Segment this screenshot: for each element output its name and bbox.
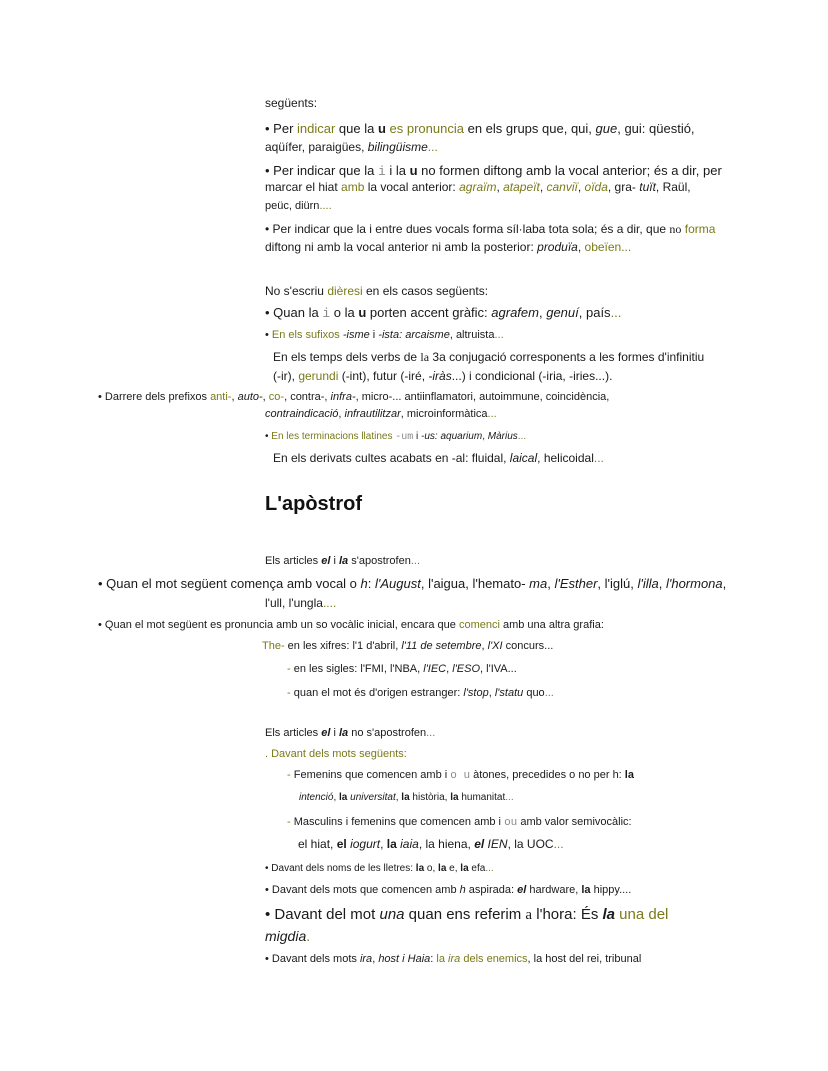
text-run: diftong ni amb la vocal anterior ni amb la posterior: xyxy=(265,240,538,254)
text-line xyxy=(298,838,564,852)
text-run: produïa xyxy=(537,240,578,254)
text-run: en les xifres: l'1 d'abril, xyxy=(284,640,402,652)
text-run: o la xyxy=(330,305,359,320)
text-run: història, xyxy=(409,792,451,803)
text-run: Els articles xyxy=(265,727,322,739)
bullet-item xyxy=(265,863,494,875)
text-run: , xyxy=(577,180,585,194)
text-run: no formen diftong amb la vocal anterior; és a dir, per xyxy=(417,163,722,178)
text-run: amb valor semivocàlic: xyxy=(517,816,632,828)
text-run: , gra- xyxy=(607,180,640,194)
text-run: , xyxy=(446,663,453,675)
text-run: : xyxy=(367,576,375,591)
bullet-item xyxy=(98,391,609,404)
text-run: genuí xyxy=(546,305,579,320)
text-run: ...) i condicional (-iria, -iries...). xyxy=(451,369,613,383)
sub-item xyxy=(287,769,634,783)
text-run: , xyxy=(395,792,402,803)
text-run: i xyxy=(377,164,386,179)
text-run: l'stop xyxy=(463,687,489,699)
text-run: i xyxy=(330,727,339,739)
text-run: - xyxy=(287,687,294,699)
text-run: - xyxy=(287,769,294,781)
text-run: , helicoidal xyxy=(537,451,594,465)
text-run: anti- xyxy=(210,391,232,403)
text-run: , xyxy=(231,391,238,403)
text-run: , xyxy=(333,792,340,803)
text-line xyxy=(265,748,407,761)
bullet-item xyxy=(265,329,504,342)
text-run: u xyxy=(409,163,418,178)
text-run: ... xyxy=(505,792,514,803)
text-run: l'Esther xyxy=(554,576,598,591)
text-run: ... xyxy=(544,687,554,699)
text-run: no s'apostrofen xyxy=(348,727,427,739)
text-run: u xyxy=(377,121,386,136)
text-run: , xyxy=(577,240,585,254)
text-run: auto- xyxy=(237,391,263,403)
text-run: • xyxy=(265,329,272,341)
text-run: Els articles xyxy=(265,555,322,567)
text-run: , microinformàtica xyxy=(400,408,488,420)
bullet-item xyxy=(265,223,715,237)
text-run: • Davant dels noms de les lletres: xyxy=(265,863,416,874)
text-run: agrafem xyxy=(491,305,539,320)
text-run: , xyxy=(338,408,345,420)
sub-item xyxy=(287,816,632,830)
text-line xyxy=(265,200,332,213)
text-run: atapeït xyxy=(503,180,540,194)
text-run: • Per indicar que la i entre dues vocals forma síl·laba tota sola; és a dir, que xyxy=(265,222,670,236)
text-run: l'statu xyxy=(494,687,524,699)
text-run: , l'aigua, l'hemato- xyxy=(420,576,530,591)
text-run: • Davant dels mots que comencen amb xyxy=(265,884,460,896)
text-run: En els temps dels verbs de xyxy=(273,350,421,364)
sub-item xyxy=(287,663,517,676)
text-run: s'apostrofen xyxy=(348,555,411,567)
text-run: -ista: xyxy=(378,329,403,341)
text-run: No s'escriu xyxy=(265,284,328,298)
text-run: ma xyxy=(529,576,548,591)
text-run: marcar el hiat xyxy=(265,180,342,194)
text-run: .... xyxy=(322,596,337,610)
text-run: , xyxy=(538,305,547,320)
text-run: migdia xyxy=(265,928,307,944)
text-run: Masculins i femenins que comencen amb i xyxy=(293,816,505,828)
text-run: , altruista xyxy=(449,329,495,341)
text-run: ... xyxy=(610,305,622,320)
text-run: amb una altra grafia: xyxy=(499,619,604,631)
bullet-item xyxy=(265,431,526,444)
text-run: • Per indicar que la xyxy=(265,163,378,178)
text-line xyxy=(273,351,704,365)
text-run: , xyxy=(481,640,488,652)
text-run: . xyxy=(306,928,311,944)
text-run: a xyxy=(525,907,533,923)
text-run: canviï xyxy=(546,180,578,194)
text-run: -iràs xyxy=(428,369,452,383)
text-line xyxy=(262,640,553,653)
text-run: i xyxy=(369,329,379,341)
text-run: quan ens referim xyxy=(404,906,526,923)
text-run: The- xyxy=(262,640,285,652)
text-line xyxy=(299,792,514,804)
text-run: el hiat, xyxy=(298,837,337,851)
text-line xyxy=(273,452,604,466)
text-run: concurs... xyxy=(502,640,554,652)
text-run: , Raül, xyxy=(655,180,691,194)
text-run: la xyxy=(339,555,349,567)
text-run: el xyxy=(336,837,347,851)
text-run: aqüífer, paraigües, xyxy=(265,140,368,154)
text-run: - xyxy=(287,663,294,675)
text-run: , xyxy=(380,837,387,851)
text-run: h xyxy=(360,576,368,591)
text-run: ira xyxy=(448,953,461,965)
text-run: -um xyxy=(395,432,414,443)
text-run: , xyxy=(539,180,547,194)
text-run: , micro-... antiinflamatori, autoimmune, coincidència, xyxy=(355,391,610,403)
text-run: , xyxy=(496,180,504,194)
text-run: hippy.... xyxy=(590,884,632,896)
text-run: que la xyxy=(335,121,378,136)
text-run: - xyxy=(287,816,294,828)
text-run: la vocal anterior: xyxy=(364,180,460,194)
text-run: ira xyxy=(359,953,373,965)
text-run: la xyxy=(339,727,349,739)
text-run: oïda xyxy=(584,180,608,194)
text-run: el xyxy=(321,555,331,567)
text-run: iaia xyxy=(400,837,419,851)
text-run: • Quan el mot següent es pronuncia amb un so vocàlic inicial, encara que xyxy=(98,619,459,631)
text-run: agraïm xyxy=(459,180,497,194)
text-run: universitat xyxy=(350,792,396,803)
text-run: o, xyxy=(424,863,439,874)
text-run: i xyxy=(322,306,331,321)
text-run: 3a conjugació corresponents a les formes d'infinitiu xyxy=(429,350,705,364)
text-run: la xyxy=(436,953,445,965)
text-run: , xyxy=(488,687,495,699)
text-run: , país xyxy=(578,305,611,320)
text-run: , xyxy=(658,576,666,591)
text-run: laical xyxy=(509,451,538,465)
text-line xyxy=(265,928,310,944)
text-run: en les sigles: l'FMI, l'NBA, xyxy=(293,663,424,675)
text-run: En les terminacions llatines xyxy=(271,431,396,442)
text-run: forma xyxy=(681,222,716,236)
bullet-item xyxy=(265,953,641,966)
text-run: , l'iglú, xyxy=(597,576,638,591)
text-run: • Davant dels mots xyxy=(265,953,360,965)
text-run: ... xyxy=(621,240,632,254)
text-run: Femenins que comencen amb i xyxy=(293,769,451,781)
text-run: es pronuncia xyxy=(385,121,464,136)
bullet-item xyxy=(265,306,621,322)
text-run: infra- xyxy=(330,391,356,403)
text-run: : xyxy=(430,953,437,965)
text-run: porten accent gràfic: xyxy=(366,305,492,320)
text-run: la xyxy=(386,837,397,851)
text-run: aquarium xyxy=(440,431,483,442)
text-run: , la hiena, xyxy=(418,837,475,851)
text-run: En els derivats cultes acabats en -al: fluidal, xyxy=(273,451,510,465)
text-run: • Quan la xyxy=(265,305,323,320)
text-run: dels enemics xyxy=(460,953,528,965)
text-run: , xyxy=(262,391,269,403)
text-run: , contra-, xyxy=(284,391,331,403)
bullet-item xyxy=(265,884,631,897)
text-run: arcaisme xyxy=(405,329,450,341)
text-run: En els sufixos xyxy=(271,329,343,341)
text-line xyxy=(265,97,317,111)
text-run: ... xyxy=(485,863,494,874)
text-run: la xyxy=(339,792,348,803)
text-run: el xyxy=(321,727,331,739)
text-run: la xyxy=(415,863,425,874)
text-run: l'IEC xyxy=(423,663,447,675)
text-run: contraindicació xyxy=(265,408,339,420)
text-run: amb xyxy=(341,180,365,194)
text-run: (-ir), xyxy=(273,369,299,383)
text-run: -us: xyxy=(421,431,438,442)
text-run: • Per xyxy=(265,121,298,136)
text-run: , la host del rei, tribunal xyxy=(527,953,642,965)
text-run: gerundi xyxy=(298,369,339,383)
text-run: l'11 de setembre xyxy=(401,640,482,652)
text-run: una del xyxy=(615,906,669,923)
text-run: , la UOC xyxy=(507,837,554,851)
text-run: intenció xyxy=(299,792,334,803)
text-run: comenci xyxy=(458,619,500,631)
text-run: ... xyxy=(494,329,504,341)
text-run: h xyxy=(459,884,466,896)
section-intro xyxy=(265,555,420,568)
text-run: la xyxy=(420,350,430,364)
text-run: infrautilitzar xyxy=(344,408,401,420)
text-run: ... xyxy=(517,431,527,442)
text-run: gue xyxy=(595,121,618,136)
section-intro xyxy=(265,727,435,740)
text-run: una xyxy=(379,906,405,923)
text-run: l'ESO xyxy=(452,663,481,675)
text-run: e, xyxy=(446,863,461,874)
text-run: l'hora: És xyxy=(532,906,603,923)
text-line xyxy=(265,408,497,421)
text-run: següents: xyxy=(265,96,318,110)
text-run: obeïen xyxy=(584,240,622,254)
text-run: hardware, xyxy=(526,884,582,896)
text-run: no xyxy=(669,222,682,236)
text-run: la xyxy=(438,863,447,874)
text-run: humanitat xyxy=(458,792,506,803)
bullet-item xyxy=(98,577,726,592)
text-run: L'apòstrof xyxy=(265,493,362,515)
text-run: , xyxy=(372,953,379,965)
text-run: host i Haia xyxy=(378,953,431,965)
text-run: . Davant dels mots següents: xyxy=(265,748,407,760)
text-run: la xyxy=(401,792,410,803)
text-run: IEN xyxy=(487,837,508,851)
text-run: en els grups que, qui, xyxy=(463,121,596,136)
text-run: , xyxy=(547,576,555,591)
text-run: l'hormona xyxy=(665,576,723,591)
text-run: u xyxy=(358,305,367,320)
text-run: bilingüisme xyxy=(367,140,428,154)
text-run: i xyxy=(413,431,422,442)
text-run: co- xyxy=(268,391,285,403)
text-run: (-int), futur (-iré, xyxy=(338,369,429,383)
text-run: , xyxy=(722,576,727,591)
text-run: ou xyxy=(504,817,518,829)
bullet-item xyxy=(265,906,668,924)
text-run: , l'IVA... xyxy=(480,663,517,675)
section-intro xyxy=(265,285,488,299)
bullet-item xyxy=(265,164,722,180)
text-run: i xyxy=(330,555,339,567)
text-run: .... xyxy=(319,200,332,212)
text-run: l'ull, l'ungla xyxy=(265,596,323,610)
text-run: la xyxy=(602,906,616,923)
text-line xyxy=(265,241,631,255)
section-heading xyxy=(265,493,362,516)
text-run: àtones, precedides o no per h: xyxy=(470,769,625,781)
sub-item xyxy=(287,687,554,700)
text-run: el xyxy=(474,837,485,851)
text-run: , gui: qüestió, xyxy=(617,121,695,136)
text-run: l'illa xyxy=(637,576,659,591)
text-run: ... xyxy=(426,727,436,739)
text-run: -isme xyxy=(342,329,370,341)
text-line xyxy=(265,181,691,195)
text-run: o u xyxy=(450,770,471,782)
bullet-item xyxy=(98,619,604,632)
text-run: tuït xyxy=(639,180,656,194)
text-run: ... xyxy=(427,140,438,154)
text-run: en els casos següents: xyxy=(362,284,489,298)
text-run: i la xyxy=(385,163,410,178)
text-run: , xyxy=(482,431,488,442)
text-run: la xyxy=(624,769,634,781)
text-line xyxy=(265,597,336,611)
text-run: peüc, diürn xyxy=(265,200,320,212)
text-run: el xyxy=(517,884,527,896)
text-run: quo xyxy=(523,687,545,699)
bullet-item xyxy=(265,122,695,137)
text-run: • Davant del mot xyxy=(265,906,380,923)
text-run: la xyxy=(450,792,459,803)
text-run: l'August xyxy=(375,576,421,591)
text-run: la xyxy=(460,863,469,874)
text-line xyxy=(273,370,612,384)
text-run: l'XI xyxy=(487,640,503,652)
text-run: Màrius xyxy=(487,431,518,442)
text-run: ... xyxy=(410,555,420,567)
text-run: efa xyxy=(468,863,486,874)
text-run: • Quan el mot següent comença amb vocal o xyxy=(98,576,361,591)
text-run: iogurt xyxy=(350,837,381,851)
text-line xyxy=(265,141,438,155)
text-run: quan el mot és d'origen estranger: xyxy=(293,687,464,699)
text-run: aspirada: xyxy=(465,884,518,896)
text-run: la xyxy=(581,884,591,896)
text-run: • Darrere dels prefixos xyxy=(98,391,211,403)
text-run: dièresi xyxy=(327,284,363,298)
text-run: ... xyxy=(553,837,564,851)
text-run: ... xyxy=(487,408,497,420)
text-run: ... xyxy=(593,451,604,465)
text-run: • xyxy=(265,431,272,442)
text-run: indicar xyxy=(297,121,336,136)
